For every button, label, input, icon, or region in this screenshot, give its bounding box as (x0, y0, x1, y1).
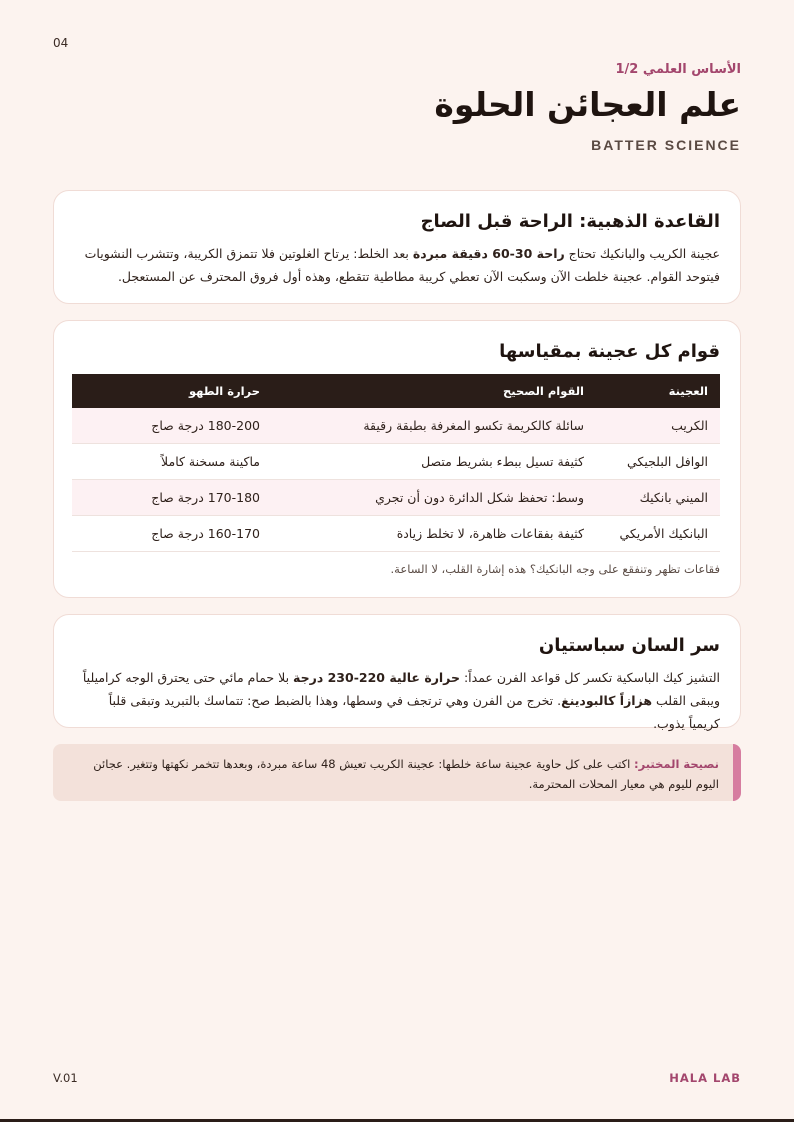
table-cell-batter: الميني بانكيك (596, 480, 720, 516)
high-heat-highlight: حرارة عالية 220-230 درجة (293, 670, 460, 685)
san-sebastian-text-part: . تخرج من الفرن وهي ترتجف في وسطها، وهذا بالضبط صح: تتماسك بالتبريد وتبقى قلباً كريمياً يذوب. (108, 693, 720, 731)
table-row (72, 516, 720, 552)
table-cell-consistency: كثيفة بفقاعات ظاهرة، لا تخلط زيادة (272, 516, 596, 552)
lab-tip-text: اكتب على كل حاوية عجينة ساعة خلطها: عجينة الكريب تعيش 48 ساعة مبردة، وبعدها تتخمر نكهتها وتتغير. عجائن اليوم لليوم هي معيار المحلات المحترمة. (93, 757, 719, 791)
table-cell-batter: الوافل البلجيكي (596, 444, 720, 480)
wobbly-center-highlight: هزازاً كالبودينغ (561, 693, 652, 708)
golden-rule-text-start: عجينة الكريب والبانكيك تحتاج (564, 246, 720, 261)
page-header (434, 62, 741, 153)
table-cell-batter: البانكيك الأمريكي (596, 516, 720, 552)
table-cell-temperature: ماكينة مسخنة كاملاً (72, 444, 272, 480)
san-sebastian-text (74, 666, 720, 735)
golden-rule-card (53, 190, 741, 304)
column-header-consistency: القوام الصحيح (503, 384, 584, 398)
san-sebastian-heading: سر السان سباستيان (538, 635, 720, 656)
table-cell-consistency: كثيفة تسيل ببطء بشريط متصل (272, 444, 596, 480)
lab-tip-label: نصيحة المختبر: (633, 757, 719, 771)
table-note: فقاعات تظهر وتنفقع على وجه البانكيك؟ هذه إشارة القلب، لا الساعة. (390, 562, 720, 576)
page-title: علم العجائن الحلوة (434, 85, 741, 124)
rest-time-highlight: راحة 30-60 دقيقة مبردة (412, 246, 565, 261)
san-sebastian-text-part: بلا حمام مائي حتى يحترق الوجه كراميلياً ويبقى القلب (82, 670, 720, 708)
golden-rule-text (74, 242, 720, 288)
lab-tip-box (53, 744, 741, 801)
page-number: 04 (53, 36, 69, 50)
column-header-batter: العجينة (668, 384, 708, 398)
table-row (72, 480, 720, 516)
table-header-row (72, 374, 720, 408)
consistency-table (72, 374, 720, 552)
table-cell-temperature: 180-200 درجة صاج (72, 408, 272, 444)
table-row (72, 408, 720, 444)
table-row (72, 444, 720, 480)
golden-rule-text-end: بعد الخلط: يرتاح الغلوتين فلا تتمزق الكريبة، وتتشرب النشويات فيتوحد القوام. عجينة خلطت الآن وسكبت الآن تعطي كريبة مطاطية تتقطع، وهذه أول فروق المحترف عن المستعجل. (84, 246, 720, 284)
table-cell-batter: الكريب (596, 408, 720, 444)
consistency-heading: قوام كل عجينة بمقياسها (499, 341, 720, 362)
golden-rule-heading: القاعدة الذهبية: الراحة قبل الصاج (420, 211, 720, 232)
san-sebastian-card (53, 614, 741, 731)
consistency-card (53, 320, 741, 598)
table-cell-consistency: وسط: تحفظ شكل الدائرة دون أن تجري (272, 480, 596, 516)
san-sebastian-text-part: التشيز كيك الباسكية تكسر كل قواعد الفرن عمداً: (459, 670, 720, 685)
table-cell-temperature: 170-180 درجة صاج (72, 480, 272, 516)
page-subtitle: BATTER SCIENCE (591, 136, 741, 153)
table-cell-temperature: 160-170 درجة صاج (72, 516, 272, 552)
section-kicker: الأساس العلمي 1/2 (615, 62, 741, 77)
column-header-temperature: حرارة الطهو (188, 384, 260, 398)
footer-version: V.01 (53, 1071, 78, 1085)
footer-brand: HALA LAB (669, 1071, 741, 1085)
table-cell-consistency: سائلة كالكريمة تكسو المغرفة بطبقة رقيقة (272, 408, 596, 444)
